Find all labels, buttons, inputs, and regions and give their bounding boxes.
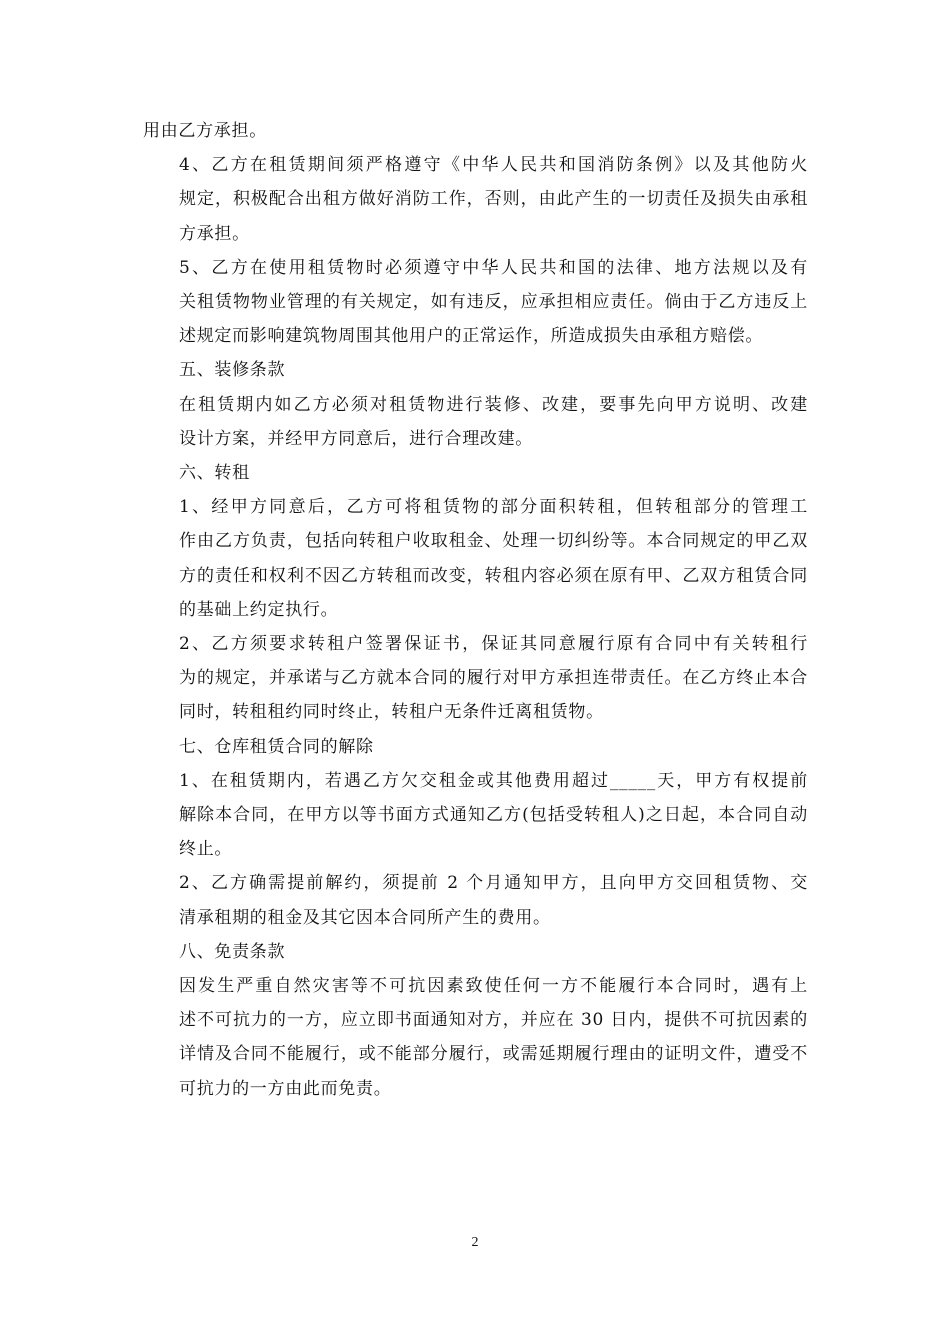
text-line: 述规定而影响建筑物周围其他用户的正常运作，所造成损失由承租方赔偿。 bbox=[179, 326, 764, 347]
text-line: 在租赁期内如乙方必须对租赁物进行装修、改建，要事先向甲方说明、改建 bbox=[179, 394, 808, 415]
document-body bbox=[143, 114, 808, 1106]
text-line: 设计方案，并经甲方同意后，进行合理改建。 bbox=[179, 428, 533, 449]
paragraph bbox=[143, 251, 808, 354]
text-line: 1、经甲方同意后，乙方可将租赁物的部分面积转租，但转租部分的管理工 bbox=[179, 497, 808, 518]
text-line: 八、免责条款 bbox=[179, 941, 286, 962]
paragraph bbox=[143, 388, 808, 456]
text-line: 规定，积极配合出租方做好消防工作，否则，由此产生的一切责任及损失由承租 bbox=[179, 189, 808, 210]
section-heading bbox=[143, 935, 808, 969]
text-line: 述不可抗力的一方，应立即书面通知对方，并应在 30 日内，提供不可抗因素的 bbox=[179, 1010, 808, 1031]
text-line: 方的责任和权利不因乙方转租而改变，转租内容必须在原有甲、乙双方租赁合同 bbox=[179, 565, 808, 586]
text-line: 2、乙方须要求转租户签署保证书，保证其同意履行原有合同中有关转租行 bbox=[179, 634, 808, 655]
text-line: 详情及合同不能履行，或不能部分履行，或需延期履行理由的证明文件，遭受不 bbox=[179, 1044, 808, 1065]
text-line: 六、转租 bbox=[179, 463, 250, 484]
text-line: 作由乙方负责，包括向转租户收取租金、处理一切纠纷等。本合同规定的甲乙双 bbox=[179, 531, 808, 552]
text-line: 七、仓库租赁合同的解除 bbox=[179, 736, 374, 757]
page-number: 2 bbox=[471, 1235, 479, 1250]
text-line: 用由乙方承担。 bbox=[143, 121, 267, 141]
section-heading bbox=[143, 456, 808, 490]
text-line: 因发生严重自然灾害等不可抗因素致使任何一方不能履行本合同时，遇有上 bbox=[179, 976, 808, 997]
text-line: 方承担。 bbox=[179, 223, 250, 244]
paragraph bbox=[143, 627, 808, 730]
paragraph bbox=[143, 148, 808, 251]
section-heading bbox=[143, 353, 808, 387]
paragraph bbox=[143, 490, 808, 627]
paragraph bbox=[143, 866, 808, 934]
text-line: 5、乙方在使用租赁物时必须遵守中华人民共和国的法律、地方法规以及有 bbox=[179, 257, 808, 278]
section-heading bbox=[143, 730, 808, 764]
paragraph bbox=[143, 114, 808, 148]
text-line: 关租赁物物业管理的有关规定，如有违反，应承担相应责任。倘由于乙方违反上 bbox=[179, 292, 808, 313]
text-line: 2、乙方确需提前解约，须提前 2 个月通知甲方，且向甲方交回租赁物、交 bbox=[179, 873, 808, 894]
text-line: 清承租期的租金及其它因本合同所产生的费用。 bbox=[179, 907, 551, 928]
text-line: 的基础上约定执行。 bbox=[179, 599, 339, 620]
text-line: 可抗力的一方由此而免责。 bbox=[179, 1078, 392, 1099]
text-line: 解除本合同，在甲方以等书面方式通知乙方(包括受转租人)之日起，本合同自动 bbox=[179, 805, 808, 826]
text-line: 4、乙方在租赁期间须严格遵守《中华人民共和国消防条例》以及其他防火 bbox=[179, 155, 808, 176]
text-line: 1、在租赁期内，若遇乙方欠交租金或其他费用超过_____天，甲方有权提前 bbox=[179, 770, 808, 791]
paragraph bbox=[143, 969, 808, 1106]
paragraph bbox=[143, 764, 808, 867]
text-line: 五、装修条款 bbox=[179, 360, 286, 381]
text-line: 同时，转租租约同时终止，转租户无条件迁离租赁物。 bbox=[179, 702, 604, 723]
text-line: 为的规定，并承诺与乙方就本合同的履行对甲方承担连带责任。在乙方终止本合 bbox=[179, 668, 808, 689]
text-line: 终止。 bbox=[179, 839, 233, 860]
